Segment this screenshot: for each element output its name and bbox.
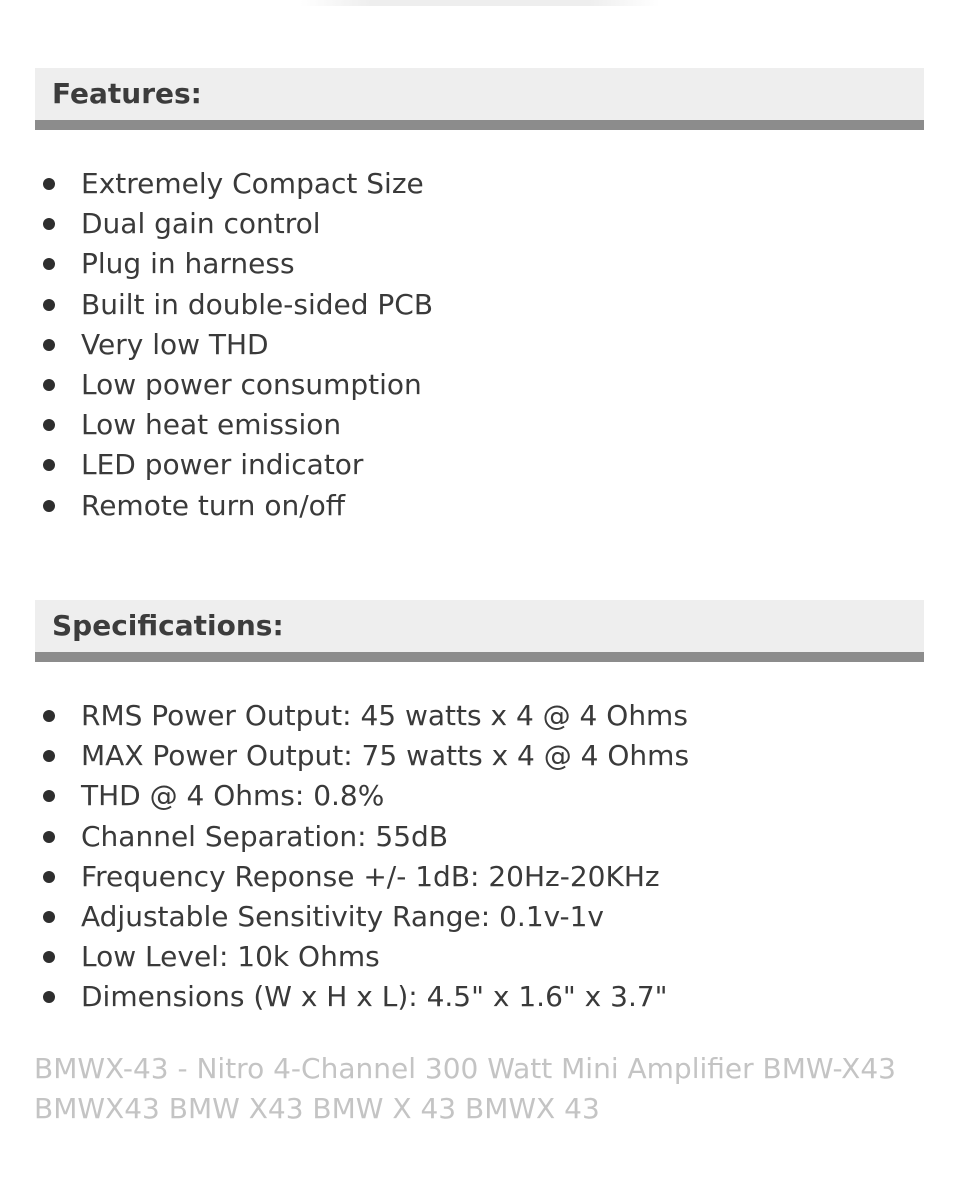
bullet-icon: [43, 831, 55, 843]
bullet-icon: [43, 419, 55, 431]
specifications-list: [0, 696, 900, 1018]
list-item: Low Level: 10k Ohms: [0, 937, 900, 977]
list-item: Dual gain control: [0, 204, 900, 244]
bullet-icon: [43, 379, 55, 391]
features-section-header: [35, 68, 924, 130]
bullet-icon: [43, 951, 55, 963]
list-item: THD @ 4 Ohms: 0.8%: [0, 776, 900, 816]
bullet-icon: [43, 218, 55, 230]
bullet-icon: [43, 258, 55, 270]
features-title: Features:: [52, 77, 202, 110]
bullet-icon: [43, 339, 55, 351]
specifications-title: Specifications:: [52, 609, 284, 642]
bullet-icon: [43, 500, 55, 512]
features-list: [0, 164, 900, 526]
product-keywords-text: BMWX-43 - Nitro 4-Channel 300 Watt Mini Amplifier BMW-X43 BMWX43 BMW X43 BMW X 43 BMWX 43: [34, 1052, 896, 1125]
list-item: Adjustable Sensitivity Range: 0.1v-1v: [0, 897, 900, 937]
list-item: Very low THD: [0, 325, 900, 365]
list-item: Channel Separation: 55dB: [0, 817, 900, 857]
list-item: Plug in harness: [0, 244, 900, 284]
bullet-icon: [43, 790, 55, 802]
list-item: LED power indicator: [0, 445, 900, 485]
list-item: Low power consumption: [0, 365, 900, 405]
top-divider: [300, 0, 660, 6]
specifications-section-header: [35, 600, 924, 662]
bullet-icon: [43, 710, 55, 722]
list-item: Frequency Reponse +/- 1dB: 20Hz-20KHz: [0, 857, 900, 897]
bullet-icon: [43, 178, 55, 190]
list-item: Extremely Compact Size: [0, 164, 900, 204]
bullet-icon: [43, 750, 55, 762]
list-item: Dimensions (W x H x L): 4.5" x 1.6" x 3.7": [0, 977, 900, 1017]
bullet-icon: [43, 991, 55, 1003]
list-item: Remote turn on/off: [0, 486, 900, 526]
list-item: Low heat emission: [0, 405, 900, 445]
bullet-icon: [43, 911, 55, 923]
list-item: Built in double-sided PCB: [0, 285, 900, 325]
list-item: RMS Power Output: 45 watts x 4 @ 4 Ohms: [0, 696, 900, 736]
bullet-icon: [43, 871, 55, 883]
bullet-icon: [43, 459, 55, 471]
bullet-icon: [43, 299, 55, 311]
list-item: MAX Power Output: 75 watts x 4 @ 4 Ohms: [0, 736, 900, 776]
